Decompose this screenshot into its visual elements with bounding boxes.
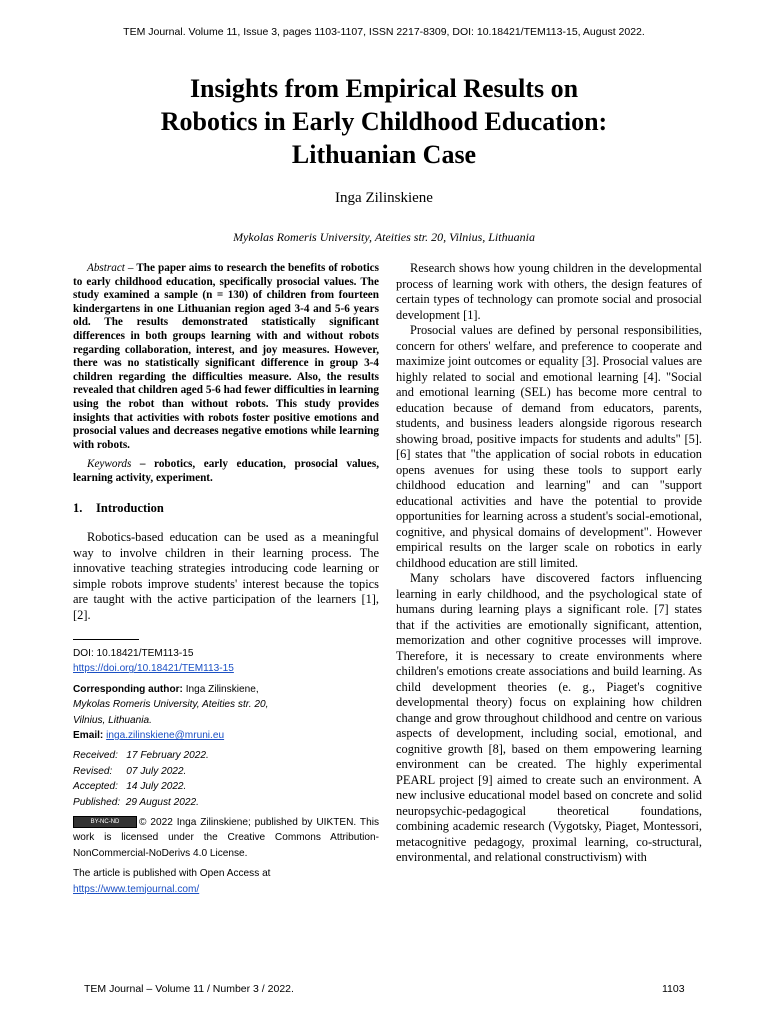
license-text: © 2022 Inga Zilinskiene; published by UIKTEN. This work is licensed under the Creative Commons Attribution-NonCommercial-NoDerivs 4.0 License. (73, 817, 379, 859)
author-name: Inga Zilinskiene (335, 190, 433, 206)
intro-paragraph: Robotics-based education can be used as a meaningful way to involve children in their learning process. The innovative teaching strategies introducing code learning or simple robots improve students' interest because the topics are taught with the active participation of the learners [1], [2]. (73, 530, 379, 622)
section-number: 1. (73, 500, 83, 515)
email-label: Email: (73, 730, 104, 742)
revised-date: Revised: 07 July 2022. (73, 765, 187, 777)
author-affiliation: Mykolas Romeris University, Ateities str. 20, Vilnius, Lithuania (233, 230, 535, 244)
cc-license-badge[interactable]: BY-NC-ND (73, 816, 137, 828)
open-access-text: The article is published with Open Access at (73, 868, 271, 880)
email-link[interactable]: inga.zilinskiene@mruni.eu (106, 730, 225, 742)
section-heading-introduction (73, 501, 379, 517)
footnote-divider (73, 639, 139, 640)
section-title: Introduction (96, 500, 164, 515)
keywords-label: Keywords (87, 458, 132, 471)
abstract-label: Abstract – (87, 262, 134, 274)
page-number: 1103 (662, 983, 685, 995)
running-footer: TEM Journal – Volume 11 / Number 3 / 2022. (84, 983, 294, 995)
title-line-2: Robotics in Early Childhood Education: (160, 107, 608, 136)
body-paragraph-3: Many scholars have discovered factors influencing learning in early childhood, and the psychological state of humans during learning plays a significant role. [7] states that if the activities are emotionally significant, attention, memorization and other cognitive processes will improve. Therefore, it is necessary to create environments where children's emotions create associations and build learning. As child development theories (e. g., Piaget's cognitive developmental theory) focus on explaining how children change and grow throughout childhood and centre on various aspects of development, including social, emotional, and cognitive growth [8], based on them empowering learning environment can be created. The highly experimental PEARL project [9] aimed to create such an environment. A new inclusive educational model based on concrete and solid neuropsychic-pedagogical theoretical foundations, combining academic research (Vygotsky, Piaget, Montessori, metacognitive pedagogy, proximal learning, co-structural, environmental, and relational constructivism) with (396, 571, 702, 864)
received-date: Received: 17 February 2022. (73, 750, 209, 762)
right-column (396, 261, 702, 866)
doi-link[interactable]: https://doi.org/10.18421/TEM113-15 (73, 663, 234, 675)
corresponding-affiliation-line-1: Mykolas Romeris University, Ateities str. 20, (73, 699, 269, 711)
title-line-3: Lithuanian Case (291, 140, 477, 169)
license-statement (73, 815, 379, 861)
running-header: TEM Journal. Volume 11, Issue 3, pages 1103-1107, ISSN 2217-8309, DOI: 10.18421/TEM113-15, August 2022. (123, 26, 645, 38)
paper-title (60, 72, 708, 171)
corresponding-affiliation-line-2: Vilnius, Lithuania. (73, 714, 152, 726)
footnote-block (73, 646, 379, 897)
published-date: Published: 29 August 2022. (73, 796, 199, 808)
body-paragraph-1: Research shows how young children in the developmental process of learning work with others, the design features of certain types of technology can promote social and prosocial development [1]. (396, 261, 702, 322)
keywords (73, 458, 379, 485)
doi-text: DOI: 10.18421/TEM113-15 (73, 648, 194, 659)
abstract-text: The paper aims to research the benefits of robotics to early childhood education, specifically prosocial values. The study examined a sample (n = 130) of children from fourteen kindergartens in one Lithuanian region aged 3-4 and 5-6 years old. The results demonstrated statistically significant differences in both groups learning with and without robots regarding collaboration, interest, and joy measures. However, there was no statistically significant difference in group 3-4 children regarding the difficulties measure. Also, the results revealed that children aged 5-6 had fewer difficulties in learning using the robot than without robots. This study provides insights that activities with robots foster positive emotions and prosocial values and decreases negative emotions while learning with robots. (73, 262, 379, 451)
body-paragraph-2: Prosocial values are defined by personal responsibilities, concern for others' welfare, and preference to cooperate and maximize joint outcomes or equality [3]. Prosocial values are highly related to social and emotional learning [4]. "Social and emotional learning (SEL) has become more central to education because of demand from educators, parents, students, and business leaders alongside rigorous research showing broad, positive impacts for students and adults" [5]. [6] states that "the application of social robots in education opens avenues for using these tools to support early childhood education and learning" and can "support educational activities and have the potential to provide opportunities for learning across a student's social-emotional, cognitive, and physical domains of development". However empirical results on the larger scale on robotics in early childhood education are still limited. (396, 323, 702, 570)
abstract (73, 262, 379, 452)
accepted-date: Accepted: 14 July 2022. (73, 781, 187, 793)
corresponding-author-name: Inga Zilinskiene, (182, 683, 259, 695)
title-line-1: Insights from Empirical Results on (189, 74, 579, 103)
corresponding-author-label: Corresponding author: (73, 683, 183, 695)
keywords-text: – robotics, early education, prosocial values, learning activity, experiment. (73, 458, 379, 484)
journal-link[interactable]: https://www.temjournal.com/ (73, 883, 200, 895)
left-column (73, 262, 379, 897)
